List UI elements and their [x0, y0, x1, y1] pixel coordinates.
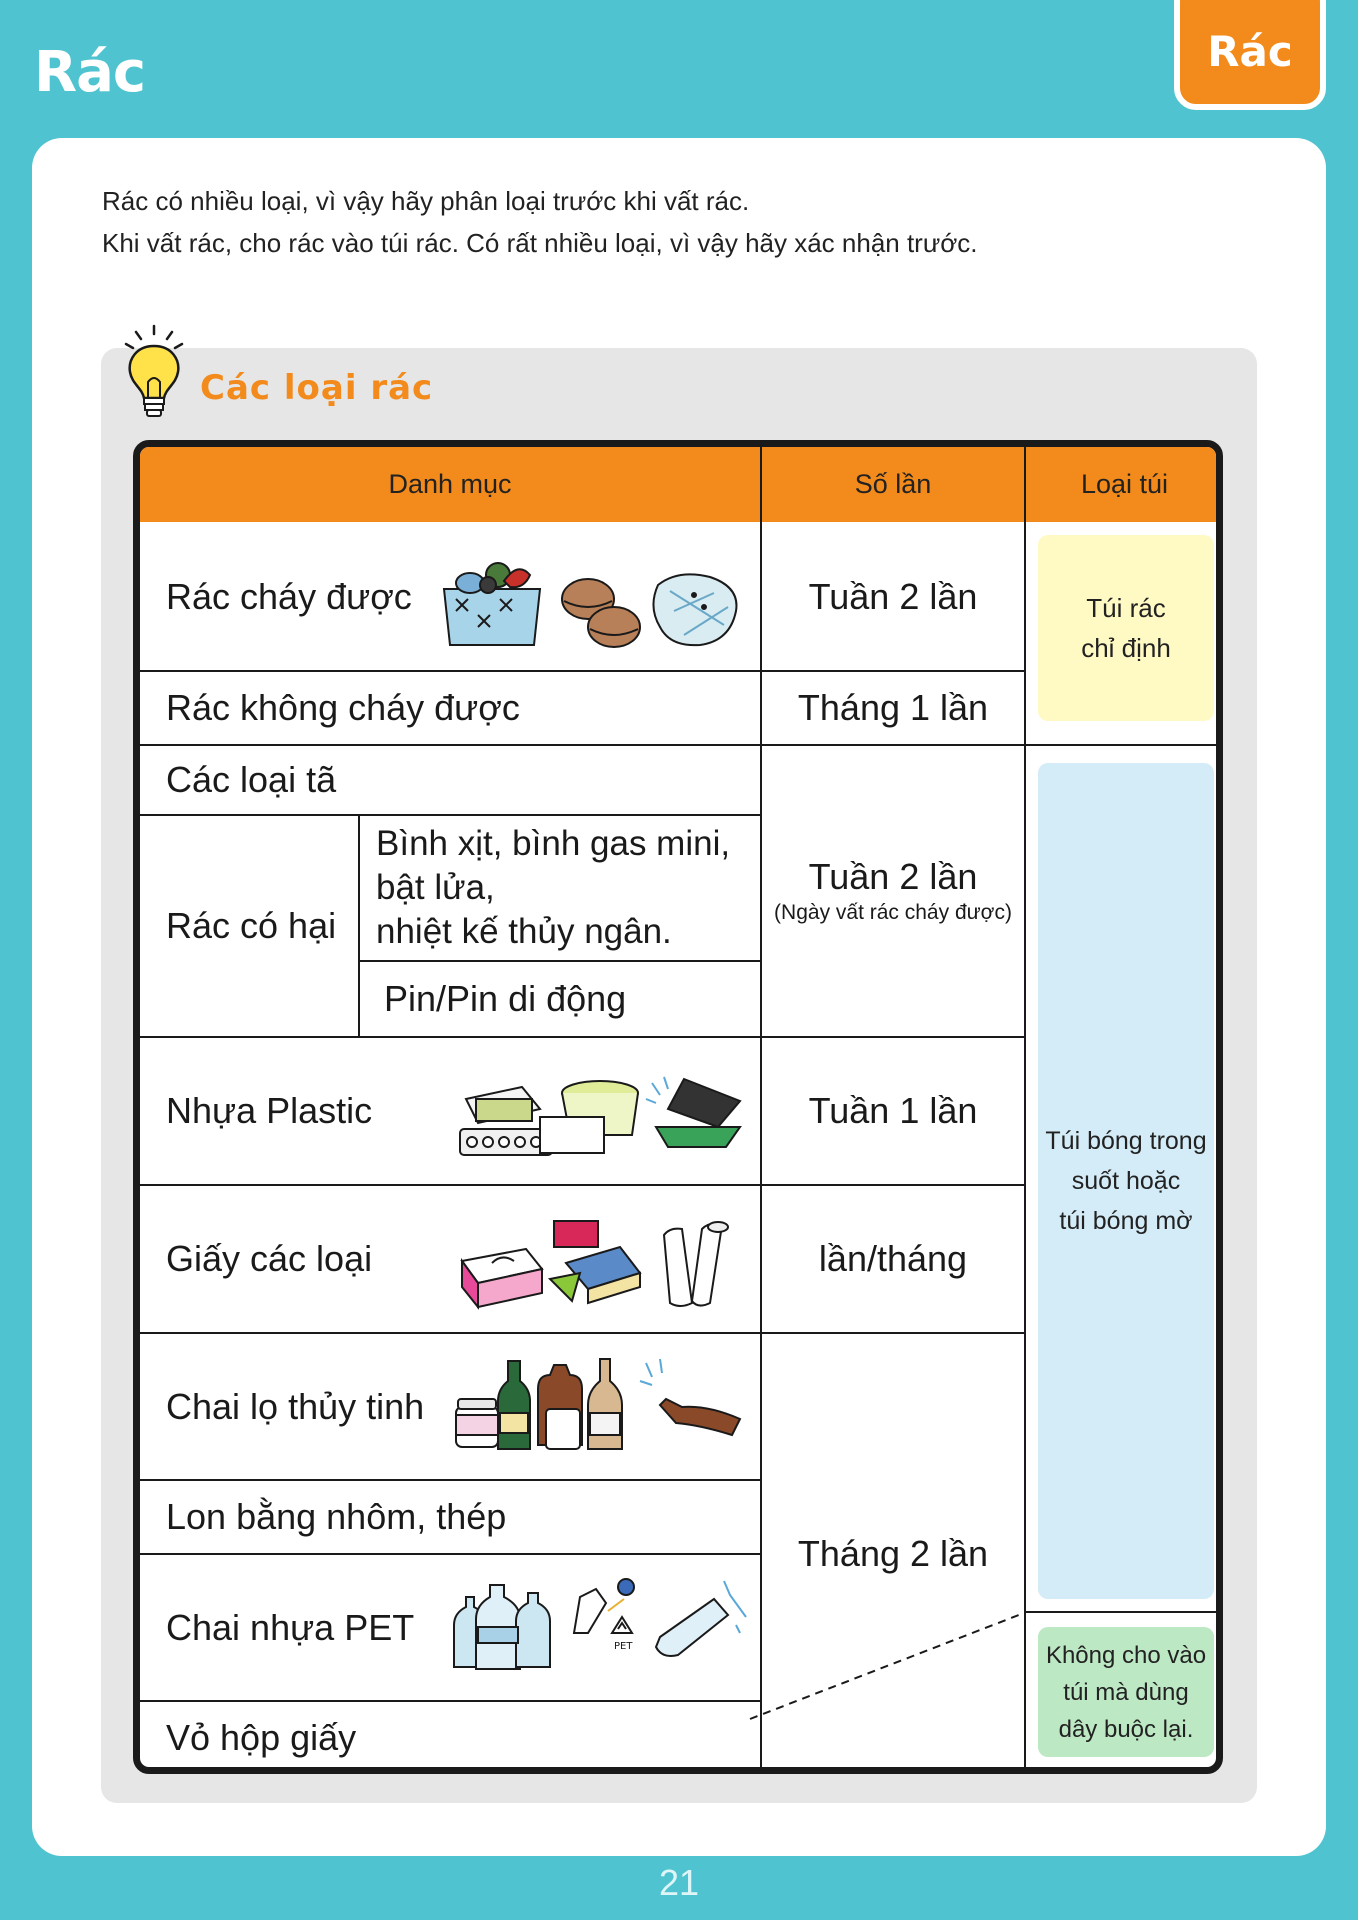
bag-designated-line-1: Túi rác	[1086, 593, 1166, 623]
row-cans: Lon bằng nhôm, thép	[166, 1496, 507, 1537]
plastic-waste-illustration	[456, 1069, 752, 1165]
bag-tied-line-3: dây buộc lại.	[1058, 1715, 1194, 1743]
row-hazardous: Rác có hại	[166, 905, 337, 946]
bag-clear-line-3: túi bóng mờ	[1059, 1207, 1193, 1235]
lightbulb-icon	[120, 324, 196, 424]
hazardous-items	[376, 816, 730, 960]
header-frequency: Số lần	[762, 447, 1024, 522]
row-carton: Vỏ hộp giấy	[166, 1717, 357, 1758]
header-category: Danh mục	[140, 447, 760, 522]
page-title: Rác	[34, 40, 146, 105]
page-number: 21	[658, 1862, 700, 1903]
bag-tied	[1038, 1627, 1214, 1757]
intro-text	[102, 180, 978, 264]
freq-plastic: Tuần 1 lần	[808, 1090, 978, 1131]
bag-clear	[1038, 763, 1214, 1599]
paper-waste-illustration	[456, 1217, 752, 1313]
header-bag: Loại túi	[1026, 447, 1223, 522]
hazardous-items-line-2: bật lửa,	[376, 868, 495, 907]
burnable-waste-illustration	[438, 555, 750, 655]
svg-text:PET: PET	[614, 1641, 633, 1652]
section-tab-label: Rác	[1207, 27, 1293, 76]
intro-line-1: Rác có nhiều loại, vì vậy hãy phân loại trước khi vất rác.	[102, 186, 750, 216]
section-title: Các loại rác	[200, 368, 434, 408]
divider	[1024, 744, 1223, 746]
row-plastic: Nhựa Plastic	[166, 1090, 373, 1131]
bag-tied-line-1: Không cho vào	[1045, 1641, 1207, 1669]
freq-diapers-hazardous	[762, 746, 1024, 1036]
hazardous-items-line-1: Bình xịt, bình gas mini,	[376, 824, 731, 863]
row-pet: Chai nhựa PET	[166, 1606, 415, 1648]
row-burnable: Rác cháy được	[166, 576, 412, 617]
freq-diapers-hazardous-value: Tuần 2 lần	[808, 856, 978, 897]
freq-diapers-hazardous-note: (Ngày vất rác cháy được)	[774, 901, 1012, 924]
bag-clear-line-2: suốt hoặc	[1071, 1167, 1181, 1195]
divider	[1024, 1611, 1223, 1613]
section-tab	[1174, 0, 1326, 110]
hazardous-items-line-3: nhiệt kế thủy ngân.	[376, 912, 672, 951]
bag-clear-line-1: Túi bóng trong	[1045, 1127, 1207, 1155]
divider	[1024, 447, 1026, 1774]
divider	[358, 815, 360, 1037]
row-batteries: Pin/Pin di động	[384, 978, 627, 1019]
row-paper: Giấy các loại	[166, 1238, 373, 1279]
bag-designated	[1038, 535, 1214, 721]
freq-burnable: Tuần 2 lần	[808, 576, 978, 617]
bag-designated-line-2: chỉ định	[1081, 633, 1171, 663]
bag-tied-line-2: túi mà dùng	[1063, 1678, 1189, 1706]
row-diapers: Các loại tã	[166, 759, 337, 800]
row-glass: Chai lọ thủy tinh	[166, 1385, 425, 1427]
garbage-table	[133, 440, 1223, 1774]
glass-bottle-illustration	[450, 1355, 752, 1455]
freq-glass-cans-pet-carton: Tháng 2 lần	[797, 1533, 989, 1574]
freq-non-burnable: Tháng 1 lần	[797, 687, 989, 728]
row-non-burnable: Rác không cháy được	[166, 687, 520, 728]
pet-bottle-illustration	[450, 1577, 752, 1681]
freq-paper: lần/tháng	[818, 1238, 968, 1279]
intro-line-2: Khi vất rác, cho rác vào túi rác. Có rất nhiều loại, vì vậy hãy xác nhận trước.	[102, 228, 978, 258]
